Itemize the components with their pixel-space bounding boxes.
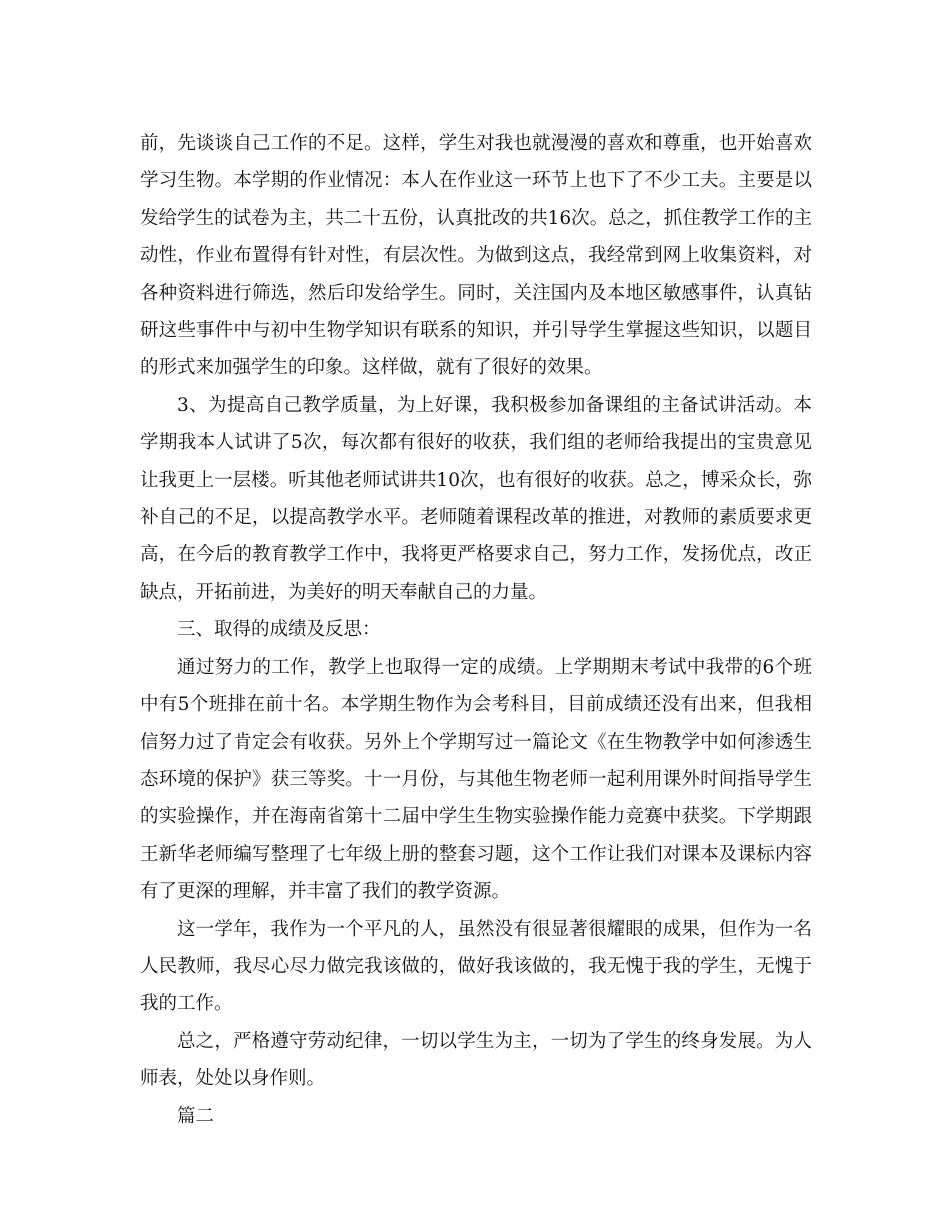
paragraph-year-reflection: 这一学年，我作为一个平凡的人，虽然没有很显著很耀眼的成果，但作为一名人民教师，我尽心尽力做完我该做的，做好我该做的，我无愧于我的学生，无愧于我的工作。 xyxy=(140,918,812,1015)
section-heading-achievements: 三、取得的成绩及反思： xyxy=(177,619,381,641)
part-two-heading: 篇二 xyxy=(177,1105,215,1127)
paragraph-achievements: 通过努力的工作，教学上也取得一定的成绩。上学期期末考试中我带的6个班中有5个班排在前十名。本学期生物作为会考科目，目前成绩还没有出来，但我相信努力过了肯定会有收获。另外上个学期写过一篇论文《在生物教学中如何渗透生态环境的保护》获三等奖。十一月份，与其他生物老师一起利用课外时间指导学生的实验操作，并在海南省第十二届中学生生物实验操作能力竞赛中获奖。下学期跟王新华老师编写整理了七年级上册的整套习题，这个工作让我们对课本及课标内容有了更深的理解，并丰富了我们的教学资源。 xyxy=(140,656,812,903)
paragraph-conclusion: 总之，严格遵守劳动纪律，一切以学生为主，一切为了学生的终身发展。为人师表，处处以身作则。 xyxy=(140,1030,812,1090)
paragraph-teaching-quality: 3、为提高自己教学质量，为上好课，我积极参加备课组的主备试讲活动。本学期我本人试讲了5次，每次都有很好的收获，我们组的老师给我提出的宝贵意见让我更上一层楼。听其他老师试讲共10次，也有很好的收获。总之，博采众长，弥补自己的不足，以提高教学水平。老师随着课程改革的推进，对教师的素质要求更高，在今后的教育教学工作中，我将更严格要求自己，努力工作，发扬优点，改正缺点，开拓前进，为美好的明天奉献自己的力量。 xyxy=(140,394,812,603)
document-body xyxy=(140,125,812,1135)
paragraph-homework-continued: 前，先谈谈自己工作的不足。这样，学生对我也就漫漫的喜欢和尊重，也开始喜欢学习生物。本学期的作业情况：本人在作业这一环节上也下了不少工夫。主要是以发给学生的试卷为主，共二十五份，认真批改的共16次。总之，抓住教学工作的主动性，作业布置得有针对性，有层次性。为做到这点，我经常到网上收集资料，对各种资料进行筛选，然后印发给学生。同时，关注国内及本地区敏感事件，认真钻研这些事件中与初中生物学知识有联系的知识，并引导学生掌握这些知识，以题目的形式来加强学生的印象。这样做，就有了很好的效果。 xyxy=(140,133,812,379)
